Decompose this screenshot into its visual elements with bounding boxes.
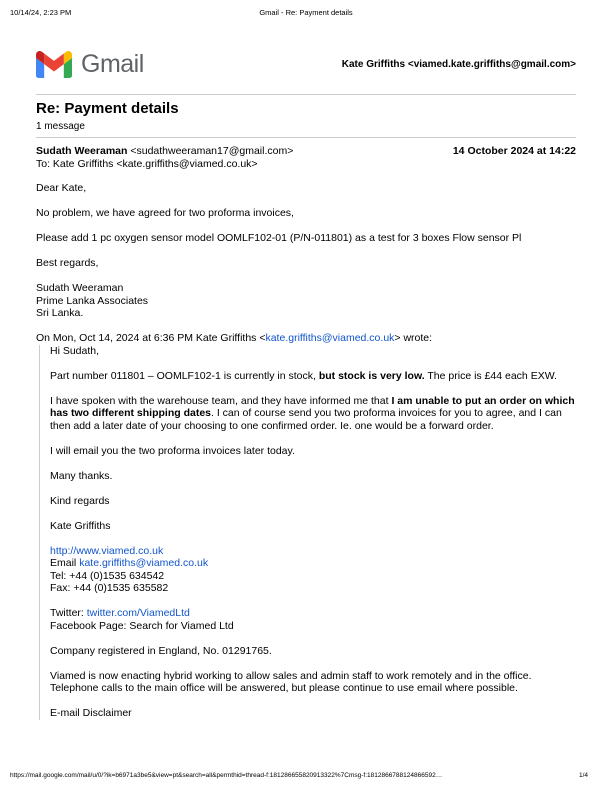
message-header (36, 145, 576, 158)
signature-line: Prime Lanka Associates (36, 294, 149, 307)
subject-divider (36, 137, 576, 138)
recipient-line: To: Kate Griffiths <kate.griffiths@viamed.co.uk> (36, 158, 258, 170)
company-registration: Company registered in England, No. 01291765. (50, 644, 272, 657)
tel-line: Tel: +44 (0)1535 634542 (50, 569, 165, 582)
quote-paragraph: I will email you the two proforma invoices later today. (50, 444, 295, 457)
quoted-message (39, 345, 582, 720)
signature-line: Sri Lanka. (36, 307, 84, 319)
quote-text: The price is £44 each EXW. (424, 369, 557, 382)
signature-line: Sudath Weeraman (36, 282, 124, 294)
facebook-line: Facebook Page: Search for Viamed Ltd (50, 619, 234, 632)
attribution-email-link[interactable]: kate.griffiths@viamed.co.uk (265, 332, 395, 344)
sender-address: <sudathweeraman17@gmail.com> (130, 145, 294, 157)
body-paragraph: No problem, we have agreed for two proforma invoices, (36, 207, 294, 219)
footer-url: https://mail.google.com/mail/u/0/?ik=b6971a3be5&view=pt&search=all&permthid=thread-f:181286655820913322%7Cmsg-f:1812866788124866592… (10, 772, 443, 779)
hybrid-working-notice: Viamed is now enacting hybrid working to allow sales and admin staff to work remotely and in the office. Telephone calls to the main office will be answered, but please continue to use email where possible. (50, 669, 532, 694)
quote-text: I have spoken with the warehouse team, and they have informed me that (50, 394, 392, 407)
print-footer (10, 772, 588, 779)
gmail-logo (36, 50, 144, 79)
quote-paragraph (50, 370, 582, 383)
message-body (36, 182, 582, 720)
sender-name: Sudath Weeraman (36, 145, 128, 157)
body-paragraph: Best regards, (36, 257, 99, 269)
attribution-text: > wrote: (394, 332, 433, 344)
body-paragraph: Please add 1 pc oxygen sensor model OOMLF102-01 (P/N-011801) as a test for 3 boxes Flow sensor Pl (36, 232, 522, 244)
attribution-text: On Mon, Oct 14, 2024 at 6:36 PM Kate Griffiths < (36, 332, 266, 344)
header-divider (36, 94, 576, 95)
subject-title: Re: Payment details (36, 100, 179, 117)
gmail-header (36, 44, 576, 84)
quote-paragraph: Kind regards (50, 494, 110, 507)
sender-info (36, 145, 293, 158)
email-label: Email (50, 557, 80, 569)
message-date: 14 October 2024 at 14:22 (452, 145, 576, 157)
quote-greeting: Hi Sudath, (50, 344, 100, 357)
kate-signature (50, 545, 582, 595)
quote-text-bold: I am unable to put an order on which has two different shipping dates (50, 394, 575, 419)
quote-attribution (36, 332, 582, 345)
website-link[interactable]: http://www.viamed.co.uk (50, 544, 164, 557)
print-header (10, 8, 602, 18)
gmail-m-icon (36, 51, 72, 78)
sender-signature (36, 282, 582, 320)
quote-text: . I can of course send you two proforma invoices for you to agree, and I can then add a later date of your choosing to one confirmed order. Ie. one would be a forward order. (50, 407, 562, 432)
account-email: Kate Griffiths <viamed.kate.griffiths@gmail.com> (341, 58, 576, 70)
email-link[interactable]: kate.griffiths@viamed.co.uk (79, 557, 209, 569)
quote-text: Part number 011801 – OOMLF102-1 is currently in stock, (50, 369, 319, 382)
print-document-title: Gmail - Re: Payment details (259, 8, 353, 17)
email-disclaimer: E-mail Disclaimer (50, 707, 132, 719)
twitter-link[interactable]: twitter.com/ViamedLtd (86, 607, 190, 619)
twitter-label: Twitter: (50, 607, 87, 619)
body-paragraph: Dear Kate, (36, 182, 87, 194)
quote-text-bold: but stock is very low. (318, 369, 425, 382)
page-indicator: 1/4 (578, 772, 588, 779)
quote-paragraph: Kate Griffiths (50, 519, 111, 532)
message-count: 1 message (36, 121, 85, 132)
gmail-logo-text: Gmail (81, 49, 144, 78)
print-timestamp: 10/14/24, 2:23 PM (10, 8, 72, 17)
quote-paragraph (50, 395, 582, 433)
social-links (50, 607, 582, 632)
quote-paragraph: Many thanks. (50, 469, 113, 482)
fax-line: Fax: +44 (0)1535 635582 (50, 582, 169, 594)
